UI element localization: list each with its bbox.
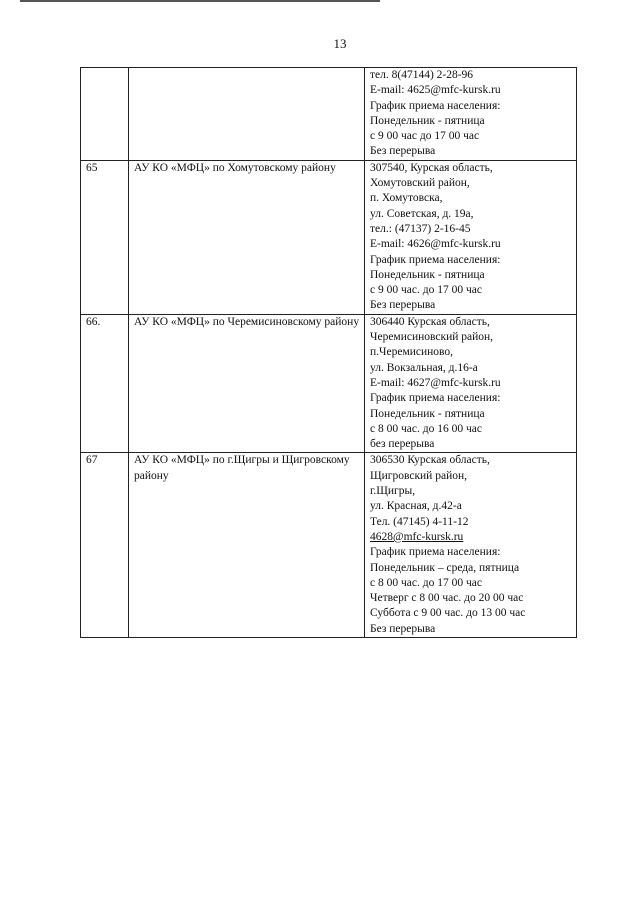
email-line: E-mail: 4627@mfc-kursk.ru [370,376,501,389]
email-line: E-mail: 4626@mfc-kursk.ru [370,238,501,251]
info-line: тел.: (47137) 2-16-45 [370,222,471,235]
info-line: ул. Вокзальная, д.16-а [370,361,478,374]
table-row [81,68,577,161]
info-line: 307540, Курская область, [370,161,493,174]
mfc-offices-table [80,67,577,638]
table-row [81,160,577,314]
info-line: Щигровский район, [370,469,467,482]
office-name-cell: АУ КО «МФЦ» по Черемисиновскому району [129,314,365,453]
info-line: Без перерыва [370,145,436,158]
office-name-cell: АУ КО «МФЦ» по г.Щигры и Щигровскому району [129,453,365,638]
page-number: 13 [333,36,347,51]
info-line: Понедельник – среда, пятница [370,561,520,574]
info-line: Четверг с 8 00 час. до 20 00 час [370,592,524,605]
info-line: с 8 00 час. до 17 00 час [370,576,482,589]
info-line: без перерыва [370,438,435,451]
info-line: ул. Красная, д.42-а [370,500,462,513]
row-number-cell: 66. [81,314,129,453]
email-link[interactable]: 4628@mfc-kursk.ru [370,530,464,543]
info-line: График приема населения: [370,392,501,405]
info-line: Понедельник - пятница [370,407,485,420]
office-name-cell [129,68,365,161]
email-line: E-mail: 4625@mfc-kursk.ru [370,84,501,97]
info-line: Черемисиновский район, [370,331,494,344]
top-rule [20,0,380,2]
table-row [81,314,577,453]
info-line: Суббота с 9 00 час. до 13 00 час [370,607,526,620]
row-number-cell: 67 [81,453,129,638]
info-line: Понедельник - пятница [370,114,485,127]
contact-info-cell [365,453,577,638]
info-line: Тел. (47145) 4-11-12 [370,515,469,528]
info-line: Без перерыва [370,299,436,312]
info-line: с 8 00 час. до 16 00 час [370,422,482,435]
info-line: 306440 Курская область, [370,315,490,328]
office-name-cell: АУ КО «МФЦ» по Хомутовскому районy [129,160,365,314]
info-line: с 9 00 час до 17 00 час [370,130,480,143]
info-line: График приема населения: [370,253,501,266]
info-line: Без перерыва [370,622,436,635]
contact-info-cell [365,68,577,161]
info-line: с 9 00 час. до 17 00 час [370,284,482,297]
row-number-cell [81,68,129,161]
info-line: График приема населения: [370,546,501,559]
info-line: г.Щигры, [370,485,416,498]
info-line: 306530 Курская область, [370,454,490,467]
contact-info-cell [365,314,577,453]
row-number-cell: 65 [81,160,129,314]
table-row [81,453,577,638]
contact-info-cell [365,160,577,314]
info-line: ул. Советская, д. 19а, [370,207,474,220]
info-line: п. Хомутовска, [370,192,443,205]
info-line: Понедельник - пятница [370,268,485,281]
info-line: тел. 8(47144) 2-28-96 [370,69,474,81]
info-line: п.Черемисиново, [370,346,454,359]
info-line: Хомутовский район, [370,177,470,190]
info-line: График приема населения: [370,99,501,112]
